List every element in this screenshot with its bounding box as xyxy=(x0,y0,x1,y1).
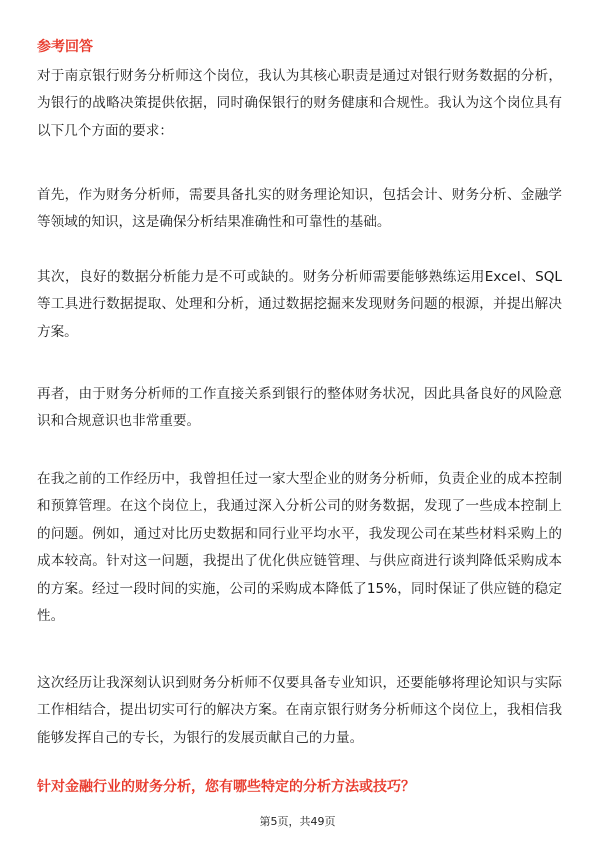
paragraph-third: 再者，由于财务分析师的工作直接关系到银行的整体财务状况，因此具备良好的风险意识和合规意识也非常重要。 xyxy=(37,386,562,430)
paragraph-second: 其次，良好的数据分析能力是不可或缺的。财务分析师需要能够熟练运用Excel、SQL等工具进行数据提取、处理和分析，通过数据挖掘来发现财务问题的根源，并提出解决方案。 xyxy=(37,269,562,340)
paragraph-conclusion: 这次经历让我深刻认识到财务分析师不仅要具备专业知识，还要能够将理论知识与实际工作相结合，提出切实可行的解决方案。在南京银行财务分析师这个岗位上，我相信我能够发挥自己的专长，为银行的发展贡献自己的力量。 xyxy=(37,675,562,746)
answer-heading: 参考回答 xyxy=(37,39,93,55)
paragraph-experience: 在我之前的工作经历中，我曾担任过一家大型企业的财务分析师，负责企业的成本控制和预算管理。在这个岗位上，我通过深入分析公司的财务数据，发现了一些成本控制上的问题。例如，通过对比历史数据和同行业平均水平，我发现公司在某些材料采购上的成本较高。针对这一问题，我提出了优化供应链管理、与供应商进行谈判降低采购成本的方案。经过一段时间的实施，公司的采购成本降低了15%，同时保证了供应链的稳定性。 xyxy=(37,471,562,625)
page-number-footer: 第5页，共49页 xyxy=(259,815,336,828)
paragraph-intro: 对于南京银行财务分析师这个岗位，我认为其核心职责是通过对银行财务数据的分析，为银行的战略决策提供依据，同时确保银行的财务健康和合规性。我认为这个岗位具有以下几个方面的要求： xyxy=(37,68,562,139)
next-question-heading: 针对金融行业的财务分析，您有哪些特定的分析方法或技巧？ xyxy=(37,779,415,795)
paragraph-first: 首先，作为财务分析师，需要具备扎实的财务理论知识，包括会计、财务分析、金融学等领域的知识，这是确保分析结果准确性和可靠性的基础。 xyxy=(37,187,562,231)
